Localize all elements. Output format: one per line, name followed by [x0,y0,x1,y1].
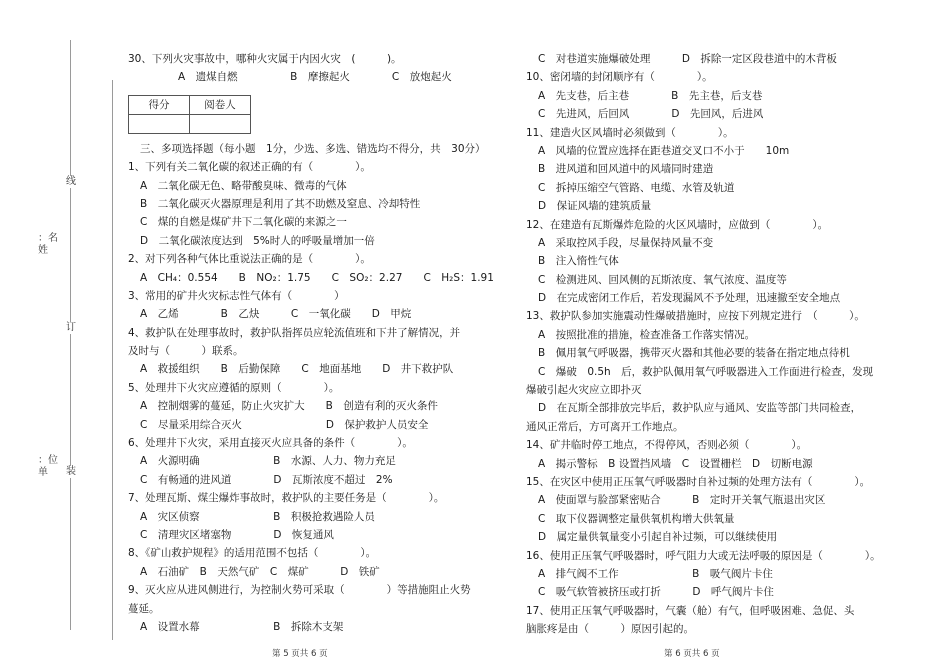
margin-label-xian: 线 [66,176,76,187]
margin-label-ding: 订 [66,322,76,333]
section-heading: 三、多项选择题（每小题 1分，少选、多选、错选均不得分，共 30分） [140,142,486,155]
option-line: C 对巷道实施爆破处理 D 拆除一定区段巷道中的木背板 [538,53,837,65]
page-footer-right: 第 6 页共 6 页 [664,649,720,659]
question-line: 脑胀疼是由（ ）原因引起的。 [526,623,694,636]
option-line: D 在完成密闭工作后，若发现漏风不予处理，迅速撤至安全地点 [538,292,841,305]
score-header: 得分 [129,95,190,114]
option-line: A 设置水幕 B 拆除木支架 [140,620,344,633]
option-line: C 拆掉压缩空气管路、电缆、水管及轨道 [538,181,735,194]
option-line: C 尽量采用综合灭火 D 保护救护人员安全 [140,418,429,431]
question-line: 2、对下列各种气体比重说法正确的是（ ）。 [128,253,371,266]
binding-line-inner [112,80,113,640]
option-line: C 煤的自燃是煤矿井下二氧化碳的来源之一 [140,216,347,229]
option-line: A 采取控风手段，尽量保持风量不变 [538,236,714,249]
option-line: A 救援组织 B 后勤保障 C 地面基地 D 井下救护队 [140,363,454,376]
question-line: 11、建造火区风墙时必须做到（ ）。 [526,126,734,139]
question-line: 17、使用正压氧气呼吸器时，气囊（舱）有气，但呼吸困难、急促、头 [526,604,855,617]
score-table [128,95,251,134]
option-line: D 二氧化碳浓度达到 5%时人的呼吸量增加一倍 [140,234,375,247]
question-line: 及时与（ ）联系。 [128,345,244,358]
question-line: 3、常用的矿井火灾标志性气体有（ ） [128,289,345,302]
question-line: 12、在建造有瓦斯爆炸危险的火区风墙时，应做到（ ）。 [526,218,829,231]
grader-header: 阅卷人 [190,95,251,114]
option-line: A 火源明确 B 水源、人力、物力充足 [140,455,396,468]
question-line: 1、下列有关二氧化碳的叙述正确的有（ ）。 [128,161,371,174]
option-line: B 佩用氧气呼吸器，携带灭火器和其他必要的装备在指定地点待机 [538,347,850,360]
right-column [526,50,896,639]
binding-line [70,40,71,630]
left-column [128,50,496,636]
option-line: C 爆破 0.5h 后，救护队佩用氧气呼吸器进入工作面进行检查，发现 [538,365,874,378]
grader-cell[interactable] [190,114,251,133]
question-line: 16、使用正压氧气呼吸器时，呼气阻力大或无法呼吸的原因是（ ）。 [526,549,881,562]
option-line: A 控制烟雾的蔓延，防止火灾扩大 B 创造有利的灭火条件 [140,400,438,413]
option-line: A 排气阀不工作 B 吸气阀片卡住 [538,567,773,580]
question-line: 14、矿井临时停工地点，不得停风，否则必须（ ）。 [526,439,808,452]
question-line: 10、密闭墙的封闭顺序有（ ）。 [526,71,713,84]
margin-label-zhuang: 装 [66,466,76,477]
question-line: 7、处理瓦斯、煤尘爆炸事故时，救护队的主要任务是（ ）。 [128,492,445,505]
question-line: 5、处理井下火灾应遵循的原则（ ）。 [128,381,340,394]
option-line: A 二氧化碳无色、略带酸臭味、微毒的气体 [140,179,347,192]
option-line: C 先进风，后回风 D 先回风，后进风 [538,108,764,121]
question-line: 13、救护队参加实施震动性爆破措施时，应按下列规定进行 （ ）。 [526,310,865,323]
option-line: D 属定量供氧量变小引起自补过频，可以继续使用 [538,531,778,544]
option-line: B 注入惰性气体 [538,255,619,268]
page-footer-left: 第 5 页共 6 页 [272,649,328,659]
question-line: 4、救护队在处理事故时，救护队指挥员应轮流值班和下井了解情况，并 [128,326,461,339]
option-line: A 石油矿 B 天然气矿 C 煤矿 D 铁矿 [140,565,380,578]
option-line: C 有畅通的进风道 D 瓦斯浓度不超过 2% [140,473,393,486]
option-line: B 二氧化碳灭火器原理是利用了其不助燃及窒息、冷却特性 [140,197,421,210]
question-line: 30、下列火灾事故中，哪种火灾属于内因火灾 ( )。 [128,53,402,65]
option-line: C 取下仪器调整定量供氧机构增大供氧量 [538,512,735,525]
option-line: A 遗煤自燃 B 摩擦起火 C 放炮起火 [178,71,452,84]
option-line: C 清理灾区堵塞物 D 恢复通风 [140,528,334,541]
question-line: 蔓延。 [128,602,160,615]
question-line: 爆破引起火灾应立即扑灭 [526,384,642,397]
option-line: A 乙烯 B 乙炔 C 一氧化碳 D 甲烷 [140,308,412,321]
option-line: C 检测进风、回风侧的瓦斯浓度、氧气浓度、温度等 [538,273,787,286]
option-line: A 灾区侦察 B 积极抢救遇险人员 [140,510,375,523]
option-line: B 进风道和回风道中的风墙同时建造 [538,163,714,176]
question-line: 通风正常后，方可离开工作地点。 [526,420,684,433]
question-line: 9、灭火应从进风侧进行，为控制火势可采取（ ）等措施阻止火势 [128,584,471,597]
option-line: D 保证风墙的建筑质量 [538,200,652,213]
option-line: A 按照批准的措施，检查准备工作落实情况。 [538,328,756,341]
option-line: C 吸气软管被挤压或打折 D 呼气阀片卡住 [538,586,774,599]
score-cell[interactable] [129,114,190,133]
option-line: A 风墙的位置应选择在距巷道交叉口不小于 10m [538,144,790,157]
margin-unit-label: ：位 单 [38,455,58,478]
option-line: A 先支巷，后主巷 B 先主巷，后支巷 [538,89,763,102]
question-line: 8、《矿山救护规程》的适用范围不包括（ ）。 [128,547,377,560]
question-line: 6、处理井下火灾，采用直接灭火应具备的条件（ ）。 [128,437,413,450]
option-line: D 在瓦斯全部排放完毕后，救护队应与通风、安监等部门共同检查， [538,402,862,415]
option-line: A 使面罩与脸部紧密贴合 B 定时开关氧气瓶退出灾区 [538,494,826,507]
option-line: A 揭示警标 B 设置挡风墙 C 设置栅栏 D 切断电源 [538,457,813,470]
question-line: 15、在灾区中使用正压氧气呼吸器时自补过频的处理方法有（ ）。 [526,475,871,488]
option-line: A CH₄：0.554 B NO₂：1.75 C SO₂：2.27 C H₂S：1.91 [140,271,494,284]
margin-name-label: ：名 姓 [38,233,58,256]
